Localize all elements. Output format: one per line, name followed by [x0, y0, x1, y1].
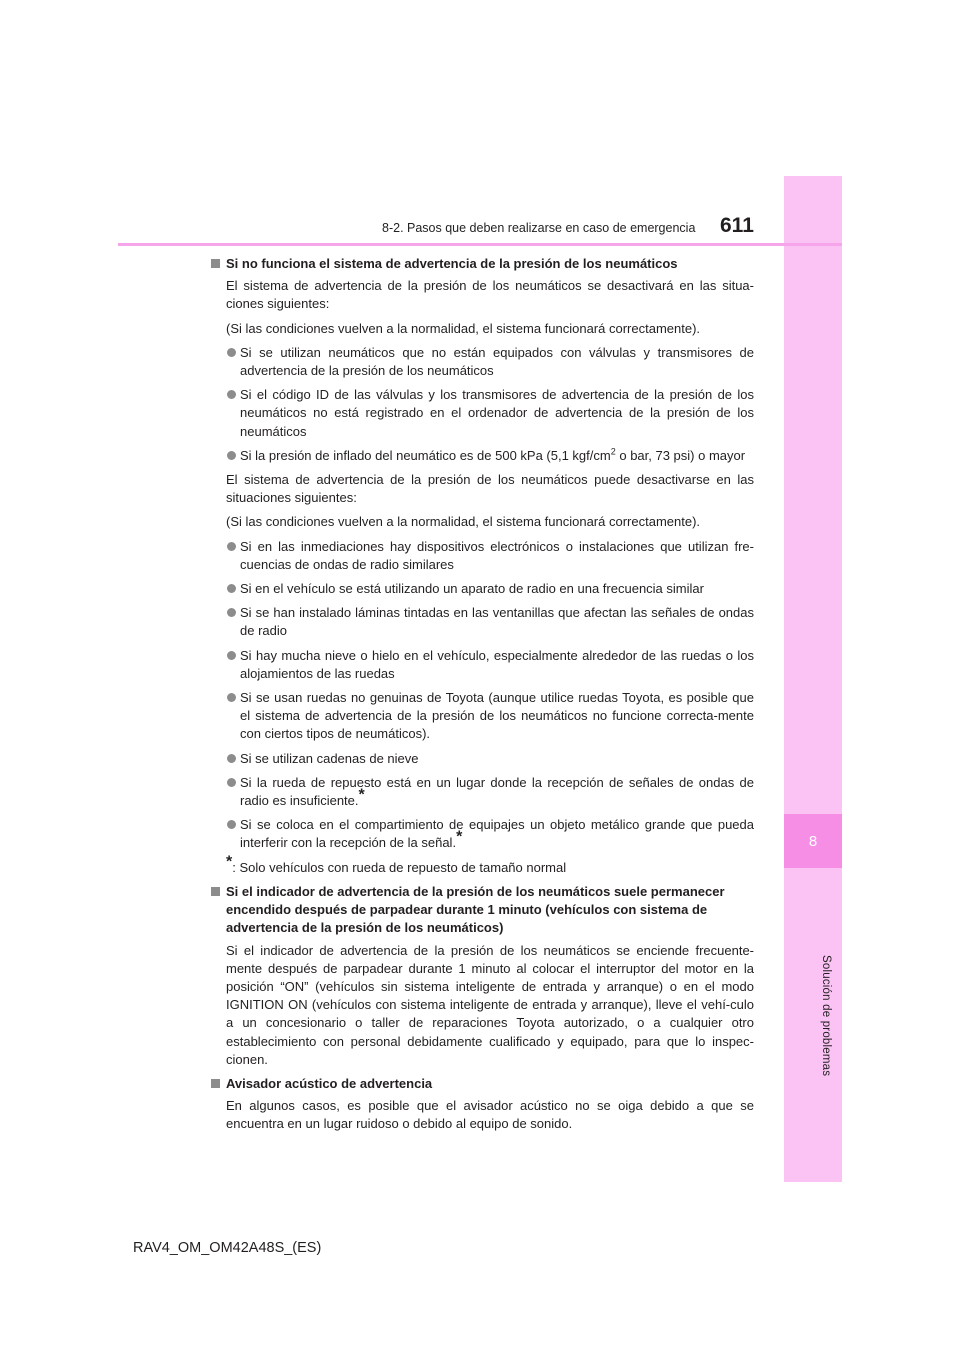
list-item-text: Si la rueda de repuesto está en un lugar donde la recepción de señales de ondas de radio es insuficiente.	[240, 774, 754, 809]
section-heading	[210, 255, 754, 273]
list-item	[210, 647, 754, 683]
chapter-title: Solución de problemas	[820, 955, 832, 1077]
list-item-text: Si en las inmediaciones hay dispositivos electrónicos o instalaciones que utilizan fre-cuencias de ondas de radio similares	[240, 538, 754, 572]
footnote-marker: *	[226, 853, 233, 871]
list-item	[210, 816, 754, 852]
list-item-text: Si hay mucha nieve o hielo en el vehículo, especialmente alrededor de las ruedas o los alojamientos de las ruedas	[240, 647, 754, 681]
chapter-number: 8	[784, 814, 842, 868]
circle-bullet-icon	[227, 820, 236, 829]
list-item-text: Si se utilizan neumáticos que no están equipados con válvulas y transmisores de advertencia de la presión de los neumáticos	[240, 344, 754, 379]
list-item-text: Si se utilizan cadenas de nieve	[240, 750, 419, 766]
footnote-marker: *	[456, 829, 463, 847]
square-bullet-icon	[211, 1079, 220, 1088]
list-item	[210, 774, 754, 810]
list-item	[210, 447, 754, 465]
document-code: RAV4_OM_OM42A48S_(ES)	[133, 1240, 322, 1256]
circle-bullet-icon	[227, 348, 236, 357]
footnote-marker: *	[358, 786, 365, 804]
list-item	[210, 386, 754, 441]
circle-bullet-icon	[227, 451, 236, 460]
page-number: 611	[720, 214, 754, 237]
list-item	[210, 538, 754, 574]
list-item-text-continued: o bar, 73 psi) o mayor	[615, 447, 746, 463]
list-item	[210, 344, 754, 380]
paragraph: En algunos casos, es posible que el avisador acústico no se oiga debido a que se encuentra en un lugar ruidoso o debido al equipo de sonido.	[226, 1098, 754, 1132]
paragraph: (Si las condiciones vuelven a la normalidad, el sistema funcionará correctamente).	[226, 320, 701, 336]
paragraph: Si el indicador de advertencia de la presión de los neumáticos se enciende frecuente-mente después de parpadear durante 1 minuto al colocar el interruptor del motor en la posición “ON” (vehículos sin sistema inteligente de entrada y arranque) o en el modo IGNITION ON (vehículos con sistema inteligente de entrada y arranque), lleve el vehí-culo a un concesionario o taller de reparaciones Toyota autorizado, o a cualquier otro establecimiento con personal debidamente cualificado y equipado, para que lo inspec-cionen.	[226, 942, 754, 1067]
square-bullet-icon	[211, 887, 220, 896]
list-item	[210, 750, 754, 768]
circle-bullet-icon	[227, 608, 236, 617]
header-divider	[118, 243, 842, 246]
paragraph: El sistema de advertencia de la presión de los neumáticos se desactivará en las situa-ciones siguientes:	[226, 278, 754, 312]
circle-bullet-icon	[227, 542, 236, 551]
chapter-side-tab	[784, 176, 842, 1182]
list-item	[210, 689, 754, 744]
paragraph: (Si las condiciones vuelven a la normalidad, el sistema funcionará correctamente).	[226, 514, 701, 530]
heading-text: Si no funciona el sistema de advertencia de la presión de los neumáticos	[226, 256, 678, 271]
superscript: 2	[610, 446, 616, 457]
circle-bullet-icon	[227, 693, 236, 702]
section-heading	[210, 1075, 754, 1093]
circle-bullet-icon	[227, 651, 236, 660]
circle-bullet-icon	[227, 778, 236, 787]
list-item-text: Si la presión de inflado del neumático es de 500 kPa (5,1 kgf/cm	[240, 447, 611, 463]
page-content	[210, 255, 754, 1140]
list-item-text: Si el código ID de las válvulas y los transmisores de advertencia de la presión de los neumáticos no está registrado en el ordenador de advertencia de la presión de los neumáticos	[240, 387, 754, 439]
square-bullet-icon	[211, 259, 220, 268]
list-item-text: Si se coloca en el compartimiento de equipajes un objeto metálico grande que pueda interferir con la recepción de la señal.	[240, 817, 754, 851]
footnote	[210, 853, 754, 877]
heading-text: Si el indicador de advertencia de la presión de los neumáticos suele permanecer encendido después de parpadear durante 1 minuto (vehículos con sistema de advertencia de la presión de los neumáticos)	[226, 883, 725, 936]
section-title: 8-2. Pasos que deben realizarse en caso de emergencia	[382, 221, 696, 235]
list-item-text: Si en el vehículo se está utilizando un aparato de radio en una frecuencia similar	[240, 581, 704, 597]
circle-bullet-icon	[227, 584, 236, 593]
list-item	[210, 580, 754, 598]
list-item-text: Si se han instalado láminas tintadas en las ventanillas que afectan las señales de ondas de radio	[240, 605, 754, 639]
circle-bullet-icon	[227, 390, 236, 399]
circle-bullet-icon	[227, 754, 236, 763]
paragraph: El sistema de advertencia de la presión de los neumáticos puede desactivarse en las situaciones siguientes:	[226, 472, 754, 506]
heading-text: Avisador acústico de advertencia	[226, 1075, 433, 1091]
section-heading	[210, 883, 754, 938]
list-item-text: Si se usan ruedas no genuinas de Toyota (aunque utilice ruedas Toyota, es posible que el sistema de advertencia de la presión de los neumáticos no funcione correcta-mente con ciertos tipos de neumáticos).	[240, 690, 754, 742]
list-item	[210, 604, 754, 640]
footnote-text: : Solo vehículos con rueda de repuesto de tamaño normal	[232, 859, 567, 875]
